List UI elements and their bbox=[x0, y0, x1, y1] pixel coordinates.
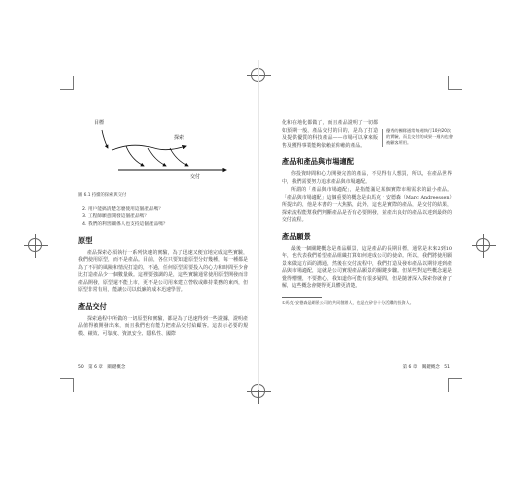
right-page bbox=[282, 120, 452, 306]
paragraph-delivery: 探索過程中所做的一切原型和實驗，都是為了迅速得到一些證據，證明產品值得被開發出來，而且我們也有能力把產品交付給顧客。這表示必要的規模、績效、可靠度、資訊安全、隱私性、國際 bbox=[78, 315, 248, 337]
registration-mark-left bbox=[28, 238, 42, 252]
sidenote: 優秀的團隊通常每週執行10到20次的實驗，而且交付的成果一週內也會被顧客所用。 bbox=[386, 128, 454, 146]
paragraph-vision: 最後一個關鍵概念是產品願景，這是產品的長期目標，通常是未來2到10年，也代表我們希望產品組織打算如何達成公司的使命。所以，我們將使用願景來做這方面的溝通，然後在交付流程中，我們打造及發布產品以期待達到產品與市場適配，這就是公司實現產品願景的關鍵步驟。但某些對這些概念還是覺得懵懂，不要擔心，我知道你可能有很多疑問，但是隨著深入探索你就會了解，這些概念會變得更具體更清楚。 bbox=[282, 245, 452, 289]
diagram-caption: 圖 6.1 持續的探索與交付 bbox=[78, 193, 127, 198]
crop-mark-tr bbox=[448, 76, 462, 90]
paragraph-prototype: 產品探索必須執行一系列快速的實驗，為了迅速又便宜地完成這些實驗，我們使用原型，而不是產品。目前，各位只要知道原型分好幾種，每一種都是為了不同的風險和情況打造的，不過，任何原型需要投入的心力和時間至少會比打造產品少一個數量級。這裡要強調的是，這些實驗通常使用原型開發而非產品開發，原型還不能上市，更不是公司用來建立營收或維持業務的東西，但原型非常有用，能讓公司以低廉的成本迅速學習。 bbox=[78, 249, 248, 294]
gutter-line bbox=[258, 60, 259, 390]
list-item: 4. 我們的利害關係人也支持這個產品嗎？ bbox=[82, 222, 168, 228]
crop-mark-tl bbox=[60, 76, 74, 90]
footnote: ①馬克‧安德森是網景公司的共同創辦人，也是在矽谷十分活躍的投資人。 bbox=[282, 300, 414, 306]
heading-product-vision: 產品願景 bbox=[282, 231, 311, 241]
list-item: 2. 用戶能搞清楚怎麼使用這個產品嗎？ bbox=[82, 206, 163, 212]
cycle-curve-3 bbox=[170, 148, 188, 166]
paragraph-fit-1: 你投資時間和心力開發完善的產品，不見得有人想買，所以，在產品世界中，我們需要努力追求產品與市場適配。 bbox=[282, 171, 452, 185]
question-list bbox=[82, 206, 248, 229]
diagram-label-deliver: 交付 bbox=[190, 174, 201, 180]
page-number-right: 51 bbox=[444, 365, 450, 370]
crop-mark-bl bbox=[60, 378, 74, 392]
page-number-left: 50 bbox=[78, 365, 84, 370]
diagram-label-explore: 探索 bbox=[174, 135, 185, 141]
goal-arrow bbox=[102, 130, 108, 148]
folio-right bbox=[403, 364, 450, 370]
cycle-curve-1 bbox=[126, 146, 144, 166]
diagram-arrows bbox=[78, 118, 248, 190]
sidenote-rule bbox=[382, 129, 383, 147]
registration-mark-right bbox=[476, 238, 490, 252]
footnote-rule bbox=[282, 297, 322, 298]
diagram-label-goal: 目標 bbox=[94, 120, 105, 126]
discovery-delivery-diagram bbox=[78, 118, 248, 190]
heading-prototype: 原型 bbox=[78, 235, 93, 245]
list-item: 3. 工程師願意開發這個產品嗎？ bbox=[82, 214, 149, 220]
cycle-curve-2 bbox=[148, 148, 166, 166]
heading-product-market-fit: 產品和產品與市場適配 bbox=[282, 157, 354, 166]
paragraph-fit-2: 所謂的「產品與市場適配」，是指能滿足某個實際市場需求的最小產品。「產品與市場適配」這個重要的概念是由馬克‧安德森（Marc Andreessen）所提出的，他是本書的一大焦點，此外，這也是實際的產品，是交付的結果，探索流程能幫我們判斷產品是否有必要開發，並產出良好的產品以達到最終的交付流程。 bbox=[282, 187, 452, 223]
crop-mark-br bbox=[448, 378, 462, 392]
heading-delivery: 產品交付 bbox=[78, 301, 107, 311]
running-head-right: 第 6 章 關鍵概念 bbox=[402, 365, 440, 370]
folio-left bbox=[78, 364, 125, 370]
running-head-left: 第 6 章 關鍵概念 bbox=[88, 365, 126, 370]
left-page bbox=[78, 118, 248, 339]
paragraph-continued: 化和在地化都做了，而且產品證明了一切都如預期一般，產品交付的目的，是為了打造及提供優質的科技產品——市場可以拿來販售及獲得事業能夠依賴並仰賴的產品。 bbox=[282, 120, 378, 149]
